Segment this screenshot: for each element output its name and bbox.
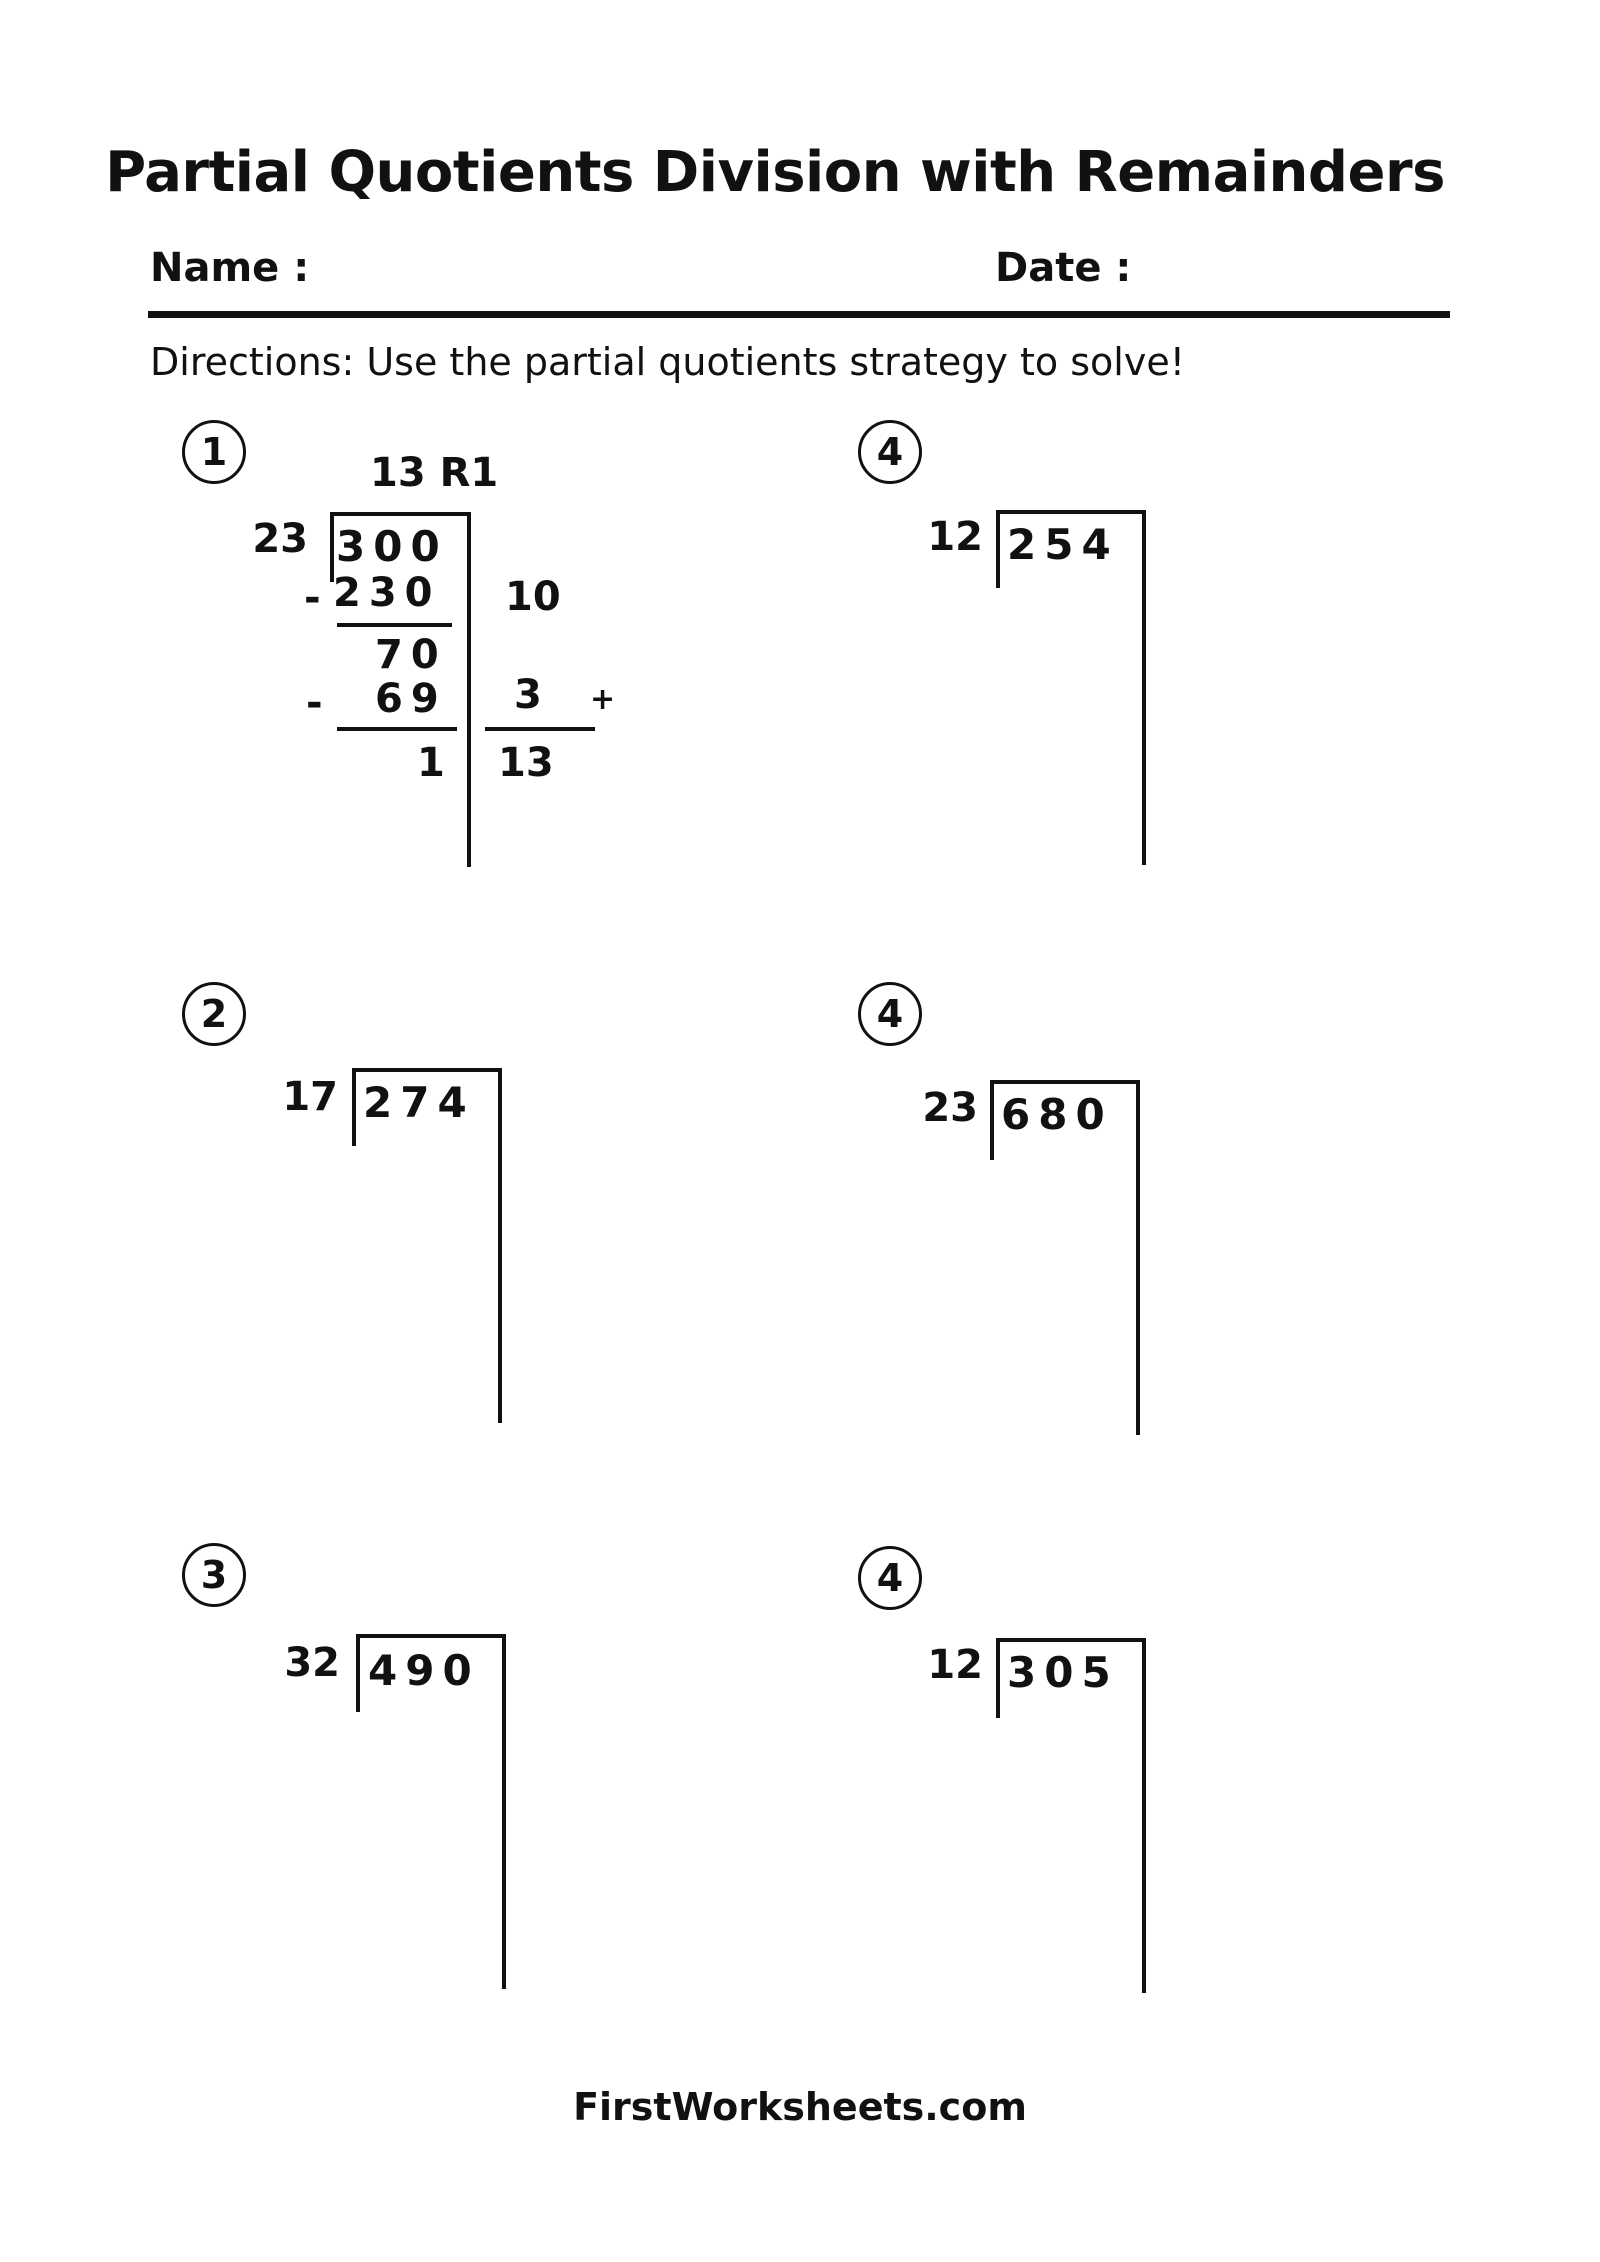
directions-text: Directions: Use the partial quotients strategy to solve! [150,340,1185,384]
plus-sign: + [590,682,616,717]
partial-quotient-2: 3 [514,672,542,718]
division-bracket-left [352,1068,356,1146]
dividend: 274 [363,1078,475,1127]
partial-quotient-column-line [498,1068,502,1423]
division-bracket-top [990,1080,1140,1084]
dividend: 680 [1001,1090,1113,1139]
subtraction-line-2 [337,727,457,731]
division-bracket-left [356,1634,360,1712]
dividend: 305 [1007,1648,1119,1697]
partial-quotient-column-line [467,512,471,867]
partial-quotient-column-line [1142,510,1146,865]
problem-number-badge: 4 [858,1546,922,1610]
divisor: 12 [927,1642,983,1688]
division-bracket-left [996,510,1000,588]
footer-site-name: FirstWorksheets.com [573,2085,1027,2129]
subtract-step-2: 69 [375,676,447,722]
divisor: 12 [927,514,983,560]
partial-quotient-sum: 13 [498,740,554,786]
divisor: 23 [922,1085,978,1131]
division-bracket-top [330,512,470,516]
problem-number-badge: 4 [858,420,922,484]
divisor: 32 [284,1640,340,1686]
division-bracket-top [996,1638,1146,1642]
problem-number-badge: 2 [182,982,246,1046]
dividend: 490 [368,1646,480,1695]
header-divider [148,311,1450,318]
dividend: 300 [336,522,448,571]
problem-number-badge: 1 [182,420,246,484]
subtraction-line-1 [337,623,452,627]
minus-sign: - [306,680,323,726]
remainder-step-1: 70 [375,632,447,678]
dividend: 254 [1007,520,1119,569]
division-bracket-top [996,510,1146,514]
minus-sign: - [304,575,321,621]
partial-quotient-column-line [1142,1638,1146,1993]
divisor: 23 [252,516,308,562]
problem-number-badge: 3 [182,1543,246,1607]
division-bracket-left [996,1638,1000,1718]
division-bracket-left [990,1080,994,1160]
divisor: 17 [282,1074,338,1120]
sum-line [485,727,595,731]
date-label: Date : [995,245,1132,291]
name-label: Name : [150,245,310,291]
division-bracket-top [352,1068,502,1072]
partial-quotient-column-line [502,1634,506,1989]
problem-number-badge: 4 [858,982,922,1046]
subtract-step-1: 230 [333,570,441,616]
partial-quotient-column-line [1136,1080,1140,1435]
worksheet-title: Partial Quotients Division with Remainders [105,140,1445,205]
final-remainder: 1 [417,740,445,786]
quotient-answer: 13 R1 [370,450,499,496]
partial-quotient-1: 10 [505,574,561,620]
division-bracket-top [356,1634,506,1638]
